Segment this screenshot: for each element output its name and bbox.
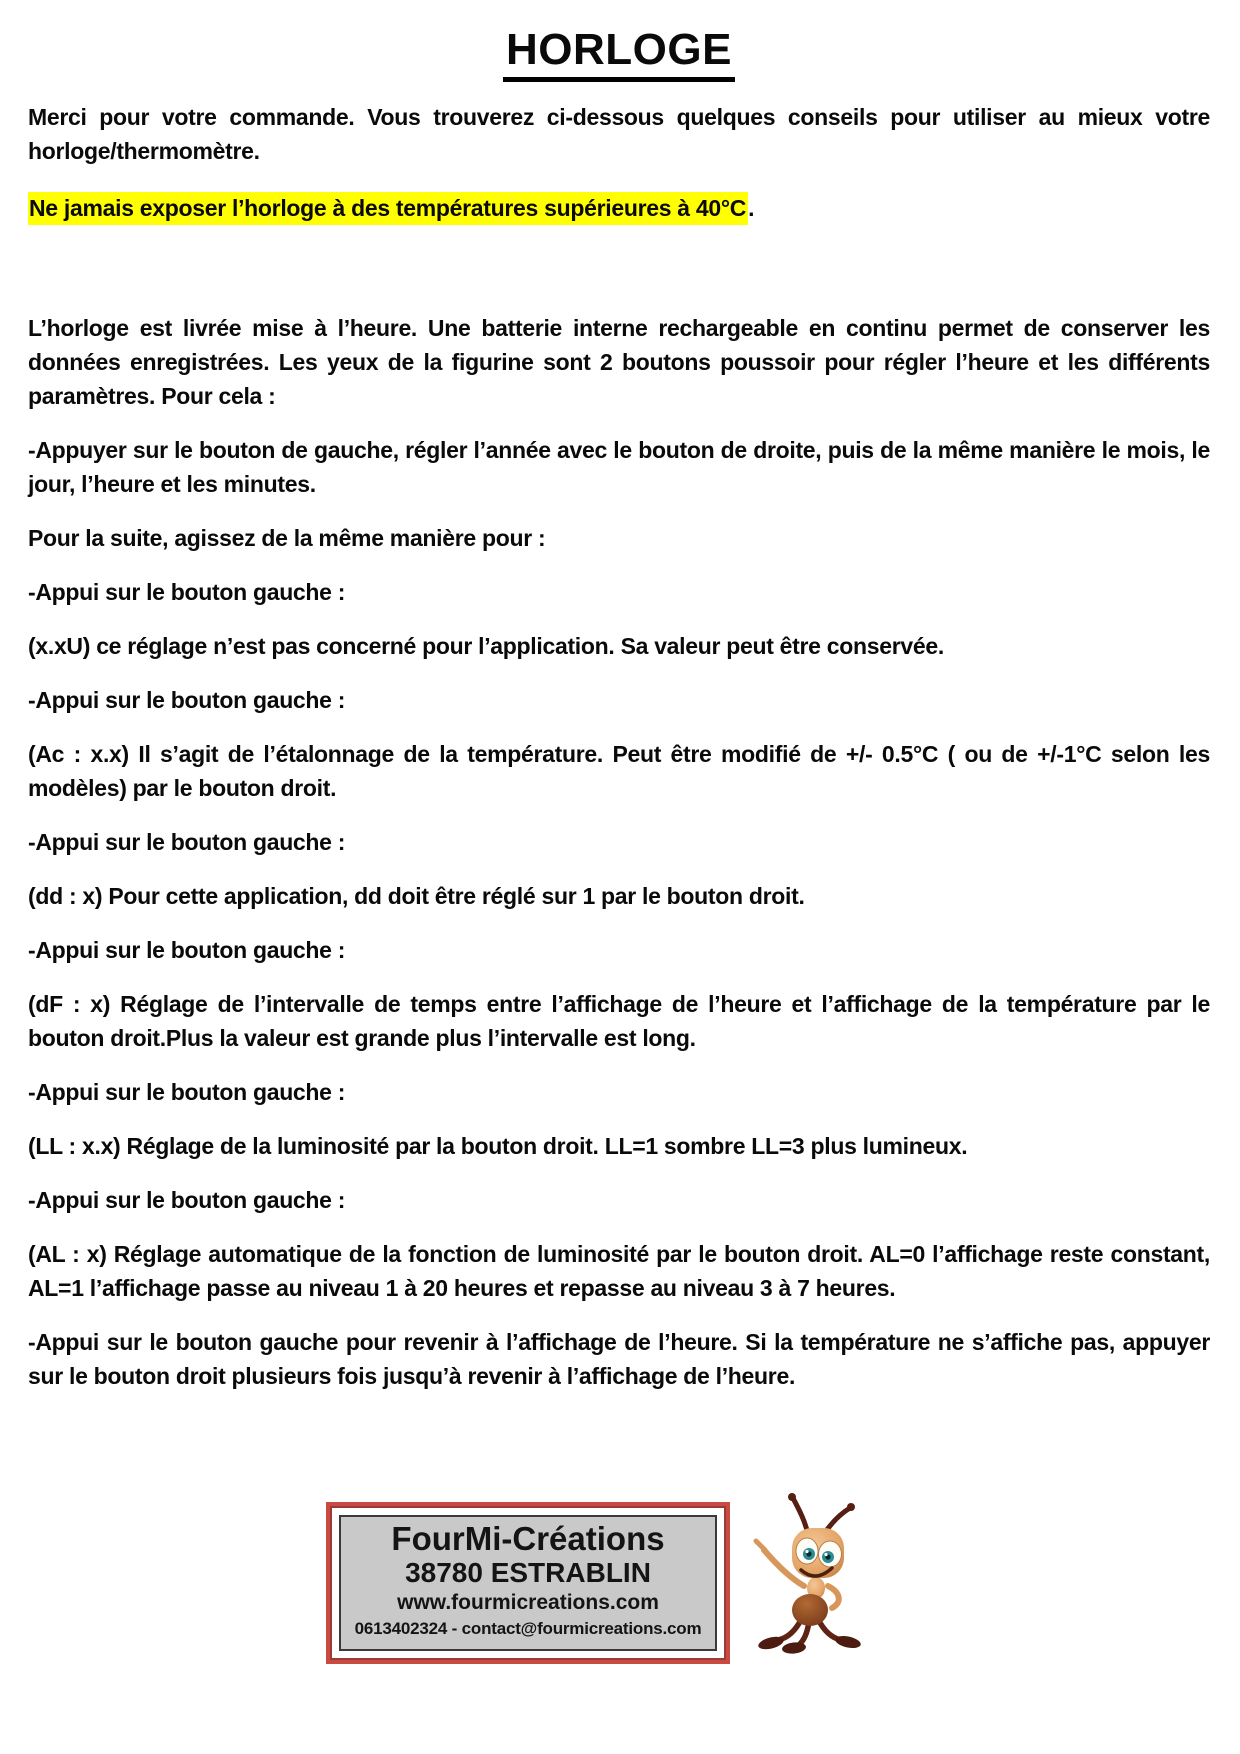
page-title: HORLOGE (503, 26, 735, 82)
instruction-paragraph: (dd : x) Pour cette application, dd doit être réglé sur 1 par le bouton droit. (28, 882, 805, 909)
instruction-paragraph: (AL : x) Réglage automatique de la fonction de luminosité par le bouton droit. AL=0 l’affichage reste constant, AL=1 l’affichage passe au niveau 1 à 20 heures et repasse au niveau 3 à 7 heures. (28, 1240, 1210, 1301)
instruction-paragraph: L’horloge est livrée mise à l’heure. Une batterie interne rechargeable en continu permet de conserver les données enregistrées. Les yeux de la figurine sont 2 boutons poussoir pour régler l’heure et les différents paramètres. Pour cela : (28, 314, 1210, 409)
warning-suffix: . (748, 194, 755, 221)
instruction-paragraph: -Appui sur le bouton gauche : (28, 1186, 346, 1213)
instruction-paragraph: -Appuyer sur le bouton de gauche, régler l’année avec le bouton de droite, puis de la même manière le mois, le jour, l’heure et les minutes. (28, 436, 1210, 497)
instruction-paragraph: -Appui sur le bouton gauche pour revenir à l’affichage de l’heure. Si la température ne s’affiche pas, appuyer sur le bouton droit plusieurs fois jusqu’à revenir à l’affichage de l’heure. (28, 1328, 1210, 1389)
instruction-paragraph: (x.xU) ce réglage n’est pas concerné pour l’application. Sa valeur peut être conservée. (28, 632, 944, 659)
company-contact: 0613402324 - contact@fourmicreations.com (354, 1619, 702, 1639)
title-container (28, 24, 1210, 82)
company-city: 38780 ESTRABLIN (405, 1556, 651, 1588)
warning-highlight: Ne jamais exposer l’horloge à des températures supérieures à 40°C (28, 192, 748, 225)
instruction-paragraph: Pour la suite, agissez de la même manière pour : (28, 524, 546, 551)
instruction-paragraph: -Appui sur le bouton gauche : (28, 578, 346, 605)
instruction-paragraph: (LL : x.x) Réglage de la luminosité par la bouton droit. LL=1 sombre LL=3 plus lumineux. (28, 1132, 968, 1159)
instruction-paragraph: -Appui sur le bouton gauche : (28, 828, 346, 855)
company-name: FourMi-Créations (391, 1520, 665, 1557)
ant-mascot-image (744, 1488, 884, 1660)
warning-line (28, 191, 1210, 225)
company-stamp-panel (339, 1515, 717, 1651)
instruction-paragraph: (Ac : x.x) Il s’agit de l’étalonnage de la température. Peut être modifié de +/- 0.5°C ( ou de +/-1°C selon les modèles) par le bouton droit. (28, 740, 1210, 801)
instruction-paragraph: (dF : x) Réglage de l’intervalle de temps entre l’affichage de l’heure et l’affichage de la température par le bouton droit.Plus la valeur est grande plus l’intervalle est long. (28, 990, 1210, 1051)
company-website: www.fourmicreations.com (397, 1590, 659, 1614)
company-stamp (326, 1502, 730, 1664)
instruction-paragraph: -Appui sur le bouton gauche : (28, 1078, 346, 1105)
intro-paragraph: Merci pour votre commande. Vous trouverez ci-dessous quelques conseils pour utiliser au mieux votre horloge/thermomètre. (28, 103, 1210, 164)
instruction-paragraph: -Appui sur le bouton gauche : (28, 936, 346, 963)
instruction-paragraph: -Appui sur le bouton gauche : (28, 686, 346, 713)
